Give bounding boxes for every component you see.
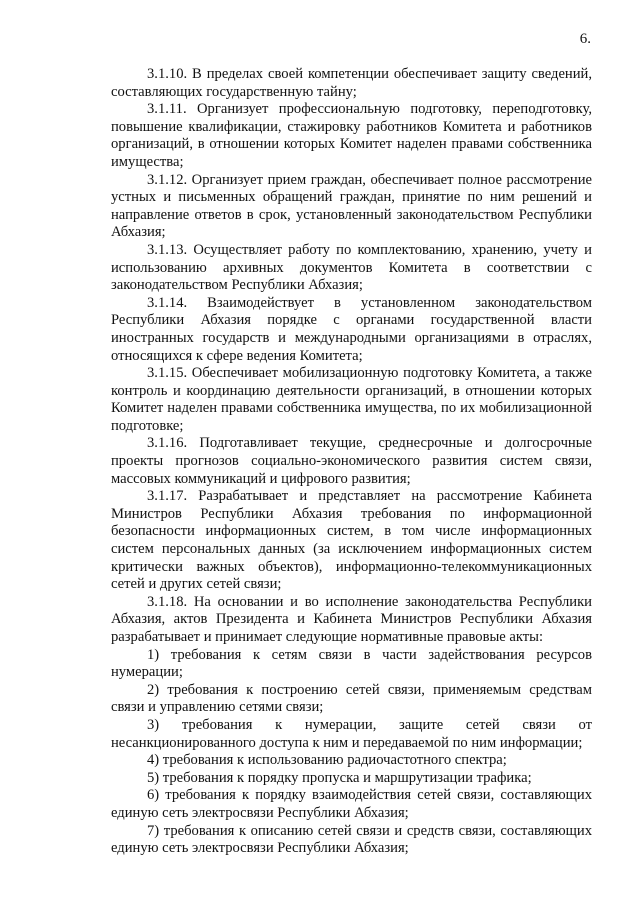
paragraph-3-1-10: 3.1.10. В пределах своей компетенции обеспечивает защиту сведений, составляющих государственную тайну; [111, 66, 592, 100]
list-item-7: 7) требования к описанию сетей связи и средств связи, составляющих единую сеть электросвязи Республики Абхазия; [111, 822, 592, 857]
paragraph-3-1-17: 3.1.17. Разрабатывает и представляет на рассмотрение Кабинета Министров Республики Абхазия требования по информационной безопасности информационных систем, в том числе информационных систем персональных данных (за исключением информационных систем критически важных объектов), информационно-телекоммуникационных сетей и других сетей связи; [111, 488, 592, 593]
paragraph-3-1-15: 3.1.15. Обеспечивает мобилизационную подготовку Комитета, а также контроль и координацию деятельности организаций, в отношении которых Комитет наделен правами собственника имущества, по их мобилизационной подготовке; [111, 365, 592, 434]
list-item-4: 4) требования к использованию радиочастотного спектра; [147, 752, 507, 769]
document-body [111, 66, 592, 858]
list-item-5: 5) требования к порядку пропуска и маршрутизации трафика; [147, 769, 532, 786]
paragraph-3-1-16: 3.1.16. Подготавливает текущие, среднесрочные и долгосрочные проекты прогнозов социально-экономического развития систем связи, массовых коммуникаций и цифрового развития; [111, 435, 592, 487]
list-item-1: 1) требования к сетям связи в части задействования ресурсов нумерации; [111, 646, 592, 681]
page-number: 6. [579, 31, 591, 47]
list-item-2: 2) требования к построению сетей связи, применяемым средствам связи и управлению сетями связи; [111, 681, 592, 716]
paragraph-3-1-13: 3.1.13. Осуществляет работу по комплектованию, хранению, учету и использованию архивных документов Комитета в соответствии с законодательством Республики Абхазия; [111, 241, 592, 294]
list-item-6: 6) требования к порядку взаимодействия сетей связи, составляющих единую сеть электросвязи Республики Абхазия; [111, 787, 592, 821]
paragraph-3-1-12: 3.1.12. Организует прием граждан, обеспечивает полное рассмотрение устных и письменных обращений граждан, принятие по ним решений и направление ответов в срок, установленный законодательством Республики Абхазия; [111, 171, 592, 241]
list-item-3: 3) требования к нумерации, защите сетей связи от несанкционированного доступа к ним и передаваемой по ним информации; [111, 716, 592, 751]
paragraph-3-1-11: 3.1.11. Организует профессиональную подготовку, переподготовку, повышение квалификации, стажировку работников Комитета и работников организаций, в отношении которых Комитет наделен правами собственника имущества; [111, 101, 592, 170]
paragraph-3-1-14: 3.1.14. Взаимодействует в установленном законодательством Республики Абхазия порядке с органами государственной власти иностранных государств и международными организациями в отраслях, относящихся к сфере ведения Комитета; [111, 294, 592, 364]
paragraph-3-1-18: 3.1.18. На основании и во исполнение законодательства Республики Абхазия, актов Президента и Кабинета Министров Республики Абхазия разрабатывает и принимает следующие нормативные правовые акты: [111, 593, 592, 645]
